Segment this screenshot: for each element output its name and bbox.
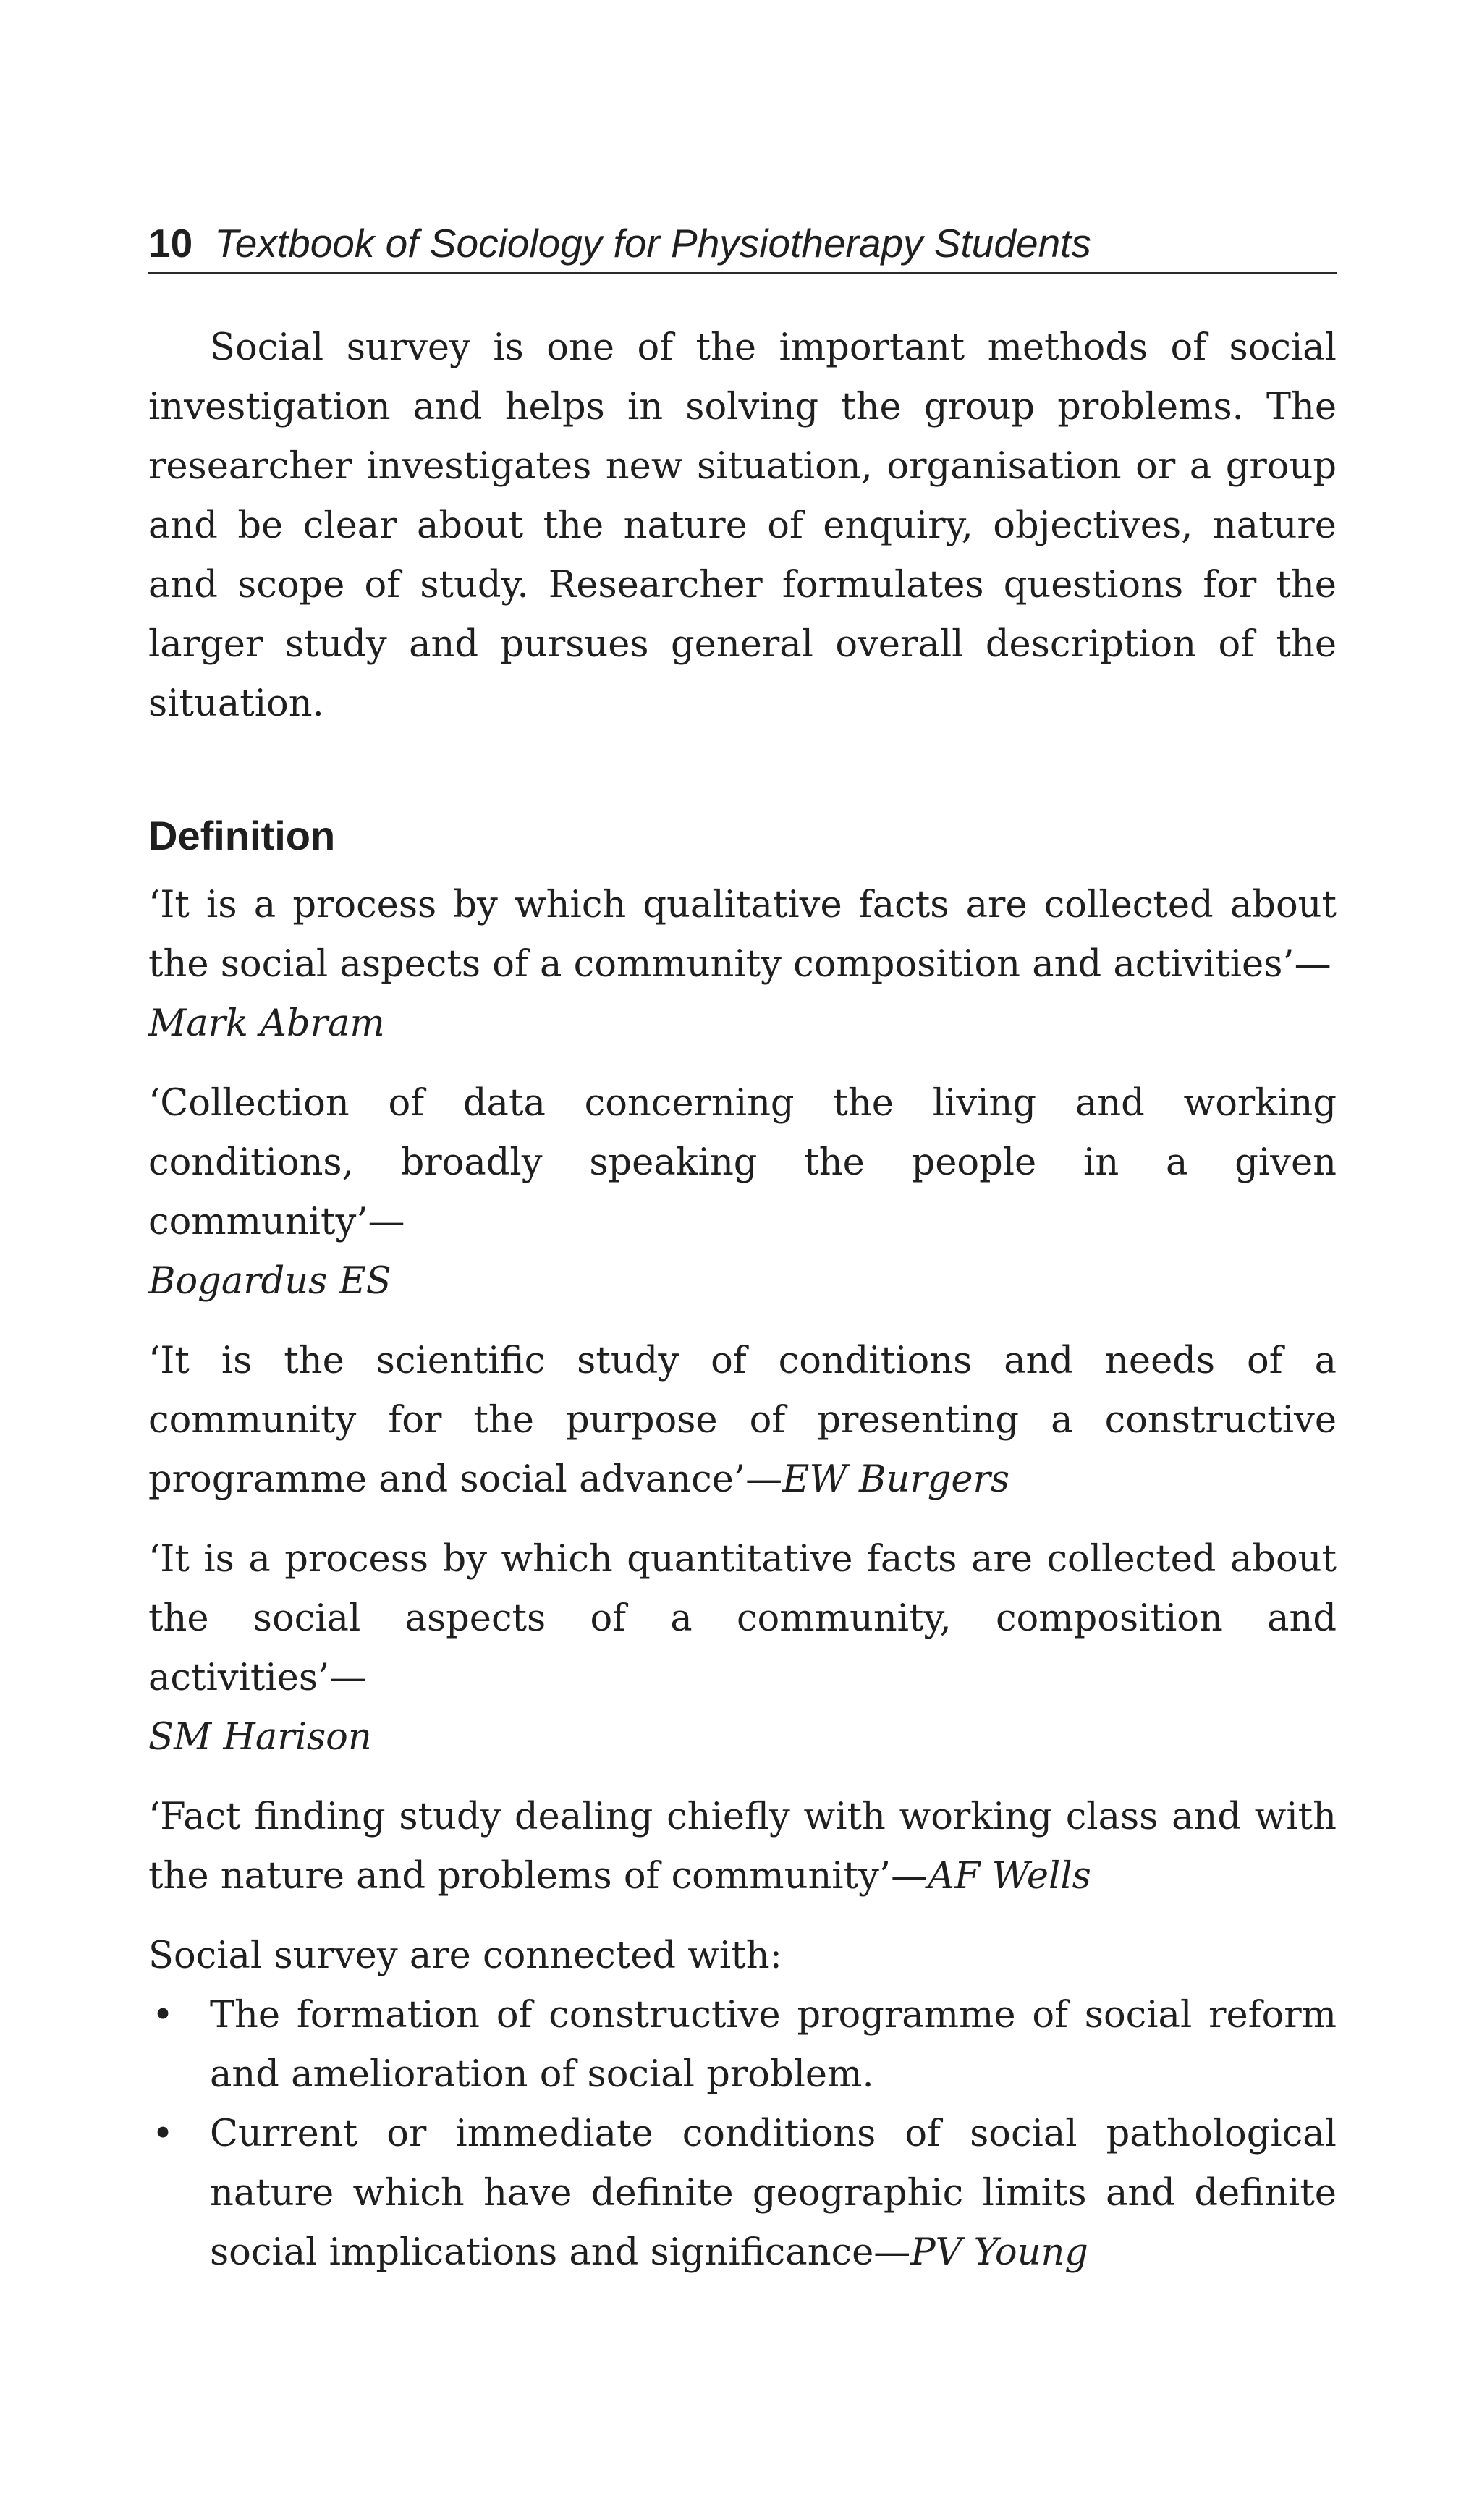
definition-author: SM Harison xyxy=(148,1716,372,1759)
body-text xyxy=(148,318,1337,2283)
list-item-text: The formation of constructive programme of social reform and amelioration of social problem. xyxy=(210,1994,1337,2096)
definition-quote: ‘Fact finding study dealing chiefly with working class and with the nature and problems of community’— xyxy=(148,1796,1337,1898)
definition-quote: ‘It is the scientific study of conditions and needs of a community for the purpose of presenting a constructive programme and social advance’— xyxy=(148,1340,1337,1501)
definition-author: Mark Abram xyxy=(148,1002,385,1045)
bullet-icon: • xyxy=(151,1994,174,2037)
definition-paragraph xyxy=(148,876,1337,1054)
definition-paragraph xyxy=(148,1074,1337,1311)
list-item-text: Current or immediate conditions of social pathological nature which have definite geographic limits and definite social implications and significance— xyxy=(210,2113,1337,2274)
section-heading: Definition xyxy=(148,813,336,858)
definition-author: AF Wells xyxy=(928,1855,1091,1898)
intro-paragraph: Social survey is one of the important methods of social investigation and helps in solving the group problems. The researcher investigates new situation, organisation or a group and be clear about the nature of enquiry, objectives, nature and scope of study. Researcher formulates questions for the larger study and pursues general overall description of the situation. xyxy=(148,326,1337,725)
bullet-list xyxy=(148,1986,1337,2283)
book-title: Textbook of Sociology for Physiotherapy Students xyxy=(214,221,1091,266)
list-item xyxy=(148,1986,1337,2105)
page-number: 10 xyxy=(148,221,193,266)
definition-paragraph xyxy=(148,1530,1337,1767)
list-item xyxy=(148,2105,1337,2283)
connected-lead: Social survey are connected with: xyxy=(148,1935,782,1977)
definition-paragraph xyxy=(148,1788,1337,1906)
definition-quote: ‘It is a process by which quantitative facts are collected about the social aspects of a community, composition and activities’— xyxy=(148,1538,1337,1699)
definition-quote: ‘It is a process by which qualitative facts are collected about the social aspects of a community composition and activities’— xyxy=(148,884,1337,986)
running-header xyxy=(148,214,1337,274)
bullet-icon: • xyxy=(151,2113,174,2155)
definition-quote: ‘Collection of data concerning the living and working conditions, broadly speaking the people in a given community’— xyxy=(148,1082,1337,1243)
definition-author: Bogardus ES xyxy=(148,1260,391,1303)
definition-paragraph xyxy=(148,1332,1337,1510)
list-item-author: PV Young xyxy=(910,2231,1088,2274)
definition-author: EW Burgers xyxy=(782,1458,1010,1501)
